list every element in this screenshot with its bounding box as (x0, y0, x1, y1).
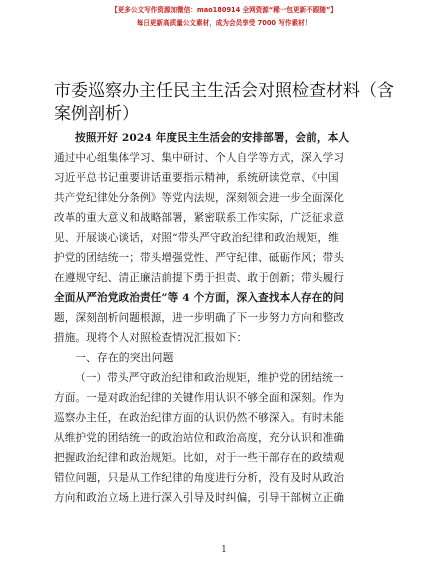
title-line-1: 市委巡察办主任民主生活会对照检查材料（含 (54, 81, 394, 101)
body-line: 方面。一是对政治纪律的关键作用认识不够全面和深刻。作为 (54, 392, 345, 404)
body-line: 按照开好 2024 年度民主生活会的安排部署，会前，本人 (75, 132, 350, 144)
promo-banner-line-1: 【更多公文写作资源加微信：mao180914 全网资源“稀一包更新不跟随”】 (111, 6, 337, 14)
section-heading-text: 一、存在的突出问题 (75, 351, 174, 364)
document-title (54, 80, 394, 126)
section-1-paragraph (54, 368, 400, 508)
body-line: 见、开展谈心谈话，对照“带头严守政治纪律和政治规矩，维 (54, 232, 339, 244)
body-line: 护党的团结统一；带头增强党性、严守纪律、砥砺作风；带头 (54, 252, 345, 264)
page-number: 1 (221, 545, 227, 555)
body-line: 全面从严治党政治责任”等 4 个方面，深入查找本人存在的问 (54, 292, 345, 304)
body-line: 从维护党的团结统一的政治站位和政治高度，充分认识和准确 (54, 432, 345, 444)
document-body (54, 128, 400, 508)
body-line: 通过中心组集体学习、集中研讨、个人自学等方式，深入学习 (54, 152, 345, 164)
intro-paragraph (54, 128, 400, 348)
body-line: 习近平总书记重要讲话重要指示精神，系统研读党章、《中国 (54, 172, 339, 184)
section-heading-1 (54, 348, 400, 368)
body-line: 改革的重大意义和战略部署，紧密联系工作实际，广泛征求意 (54, 212, 345, 224)
body-line: 错位问题，只是从工作纪律的角度进行分析，没有及时从政治 (54, 472, 345, 484)
body-line: 在遵规守纪、清正廉洁前提下勇于担责、敢于创新；带头履行 (54, 272, 345, 284)
body-line: 共产党纪律处分条例》等党内法规，深刻领会进一步全面深化 (54, 192, 345, 204)
promo-banner-line-2: 每日更新高质量公文素材，成为会员享受 7000 写作素材！ (136, 19, 312, 27)
title-line-2: 案例剖析） (54, 104, 139, 124)
body-line: 措施。现将个人对照检查情况汇报如下： (54, 332, 248, 344)
body-line: 把握政治纪律和政治规矩。比如，对于一些干部存在的政绩观 (54, 452, 345, 464)
body-line: 题，深刻剖析问题根源，进一步明确了下一步努力方向和整改 (54, 312, 345, 324)
body-line: 巡察办主任，在政治纪律方面的认识仍然不够深入。有时未能 (54, 412, 345, 424)
body-line: （一）带头严守政治纪律和政治规矩，维护党的团结统一 (75, 372, 344, 384)
body-line: 方向和政治立场上进行深入引导及时纠偏，引导干部树立正确 (54, 492, 345, 504)
